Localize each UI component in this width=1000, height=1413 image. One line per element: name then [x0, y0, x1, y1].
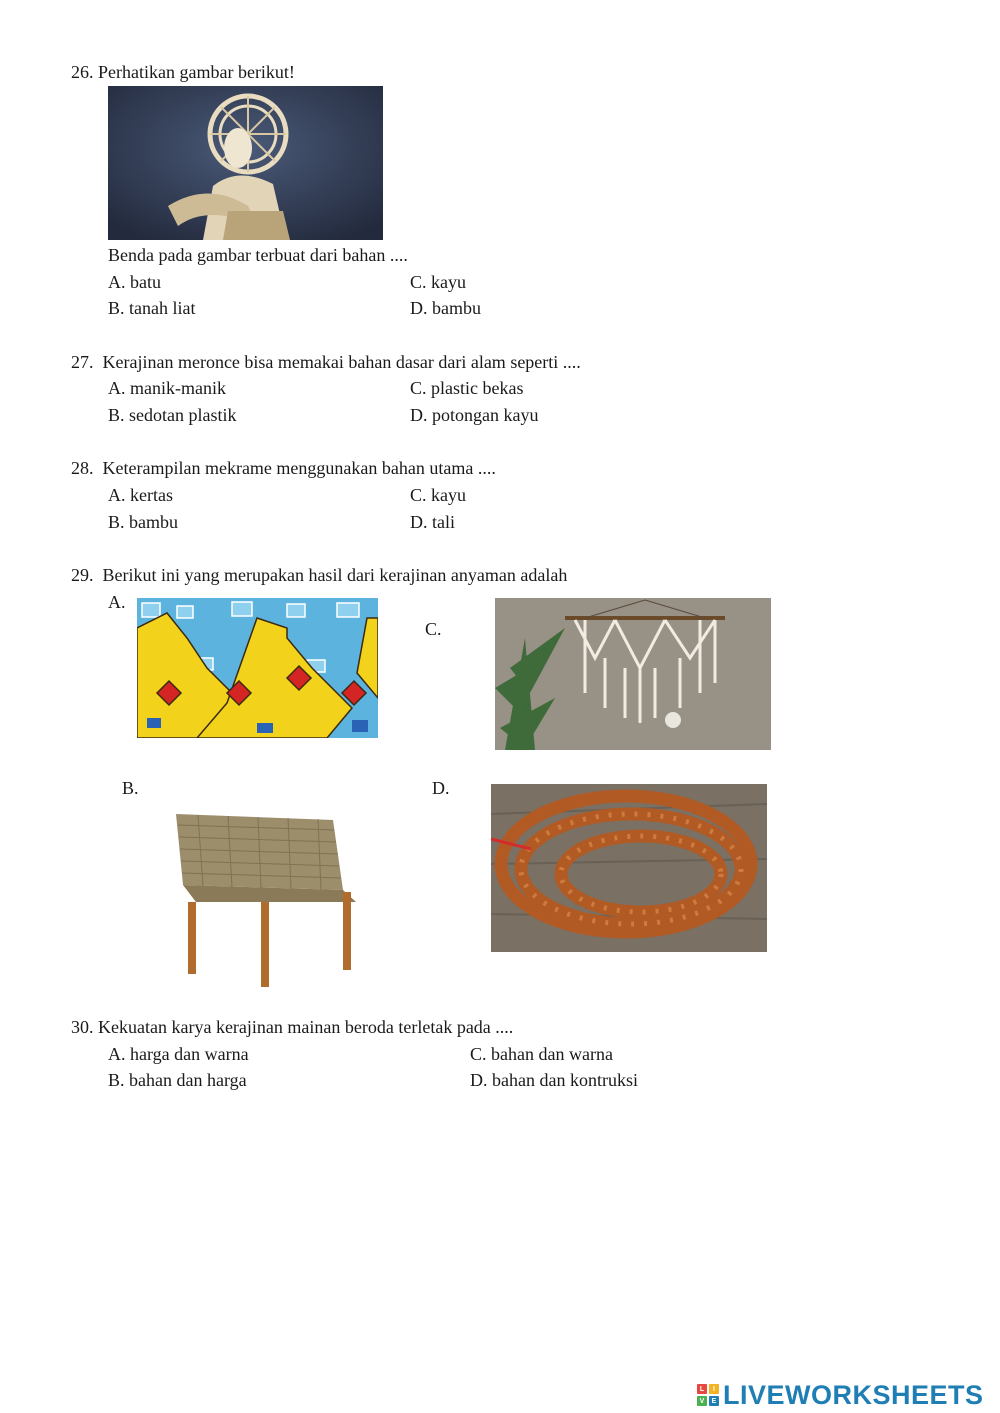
- question-29-prompt: [71, 564, 567, 586]
- question-26-option-d[interactable]: D. bambu: [410, 298, 481, 318]
- question-27-option-b[interactable]: B. sedotan plastik: [108, 405, 237, 425]
- brand-name: LIVEWORKSHEETS: [723, 1379, 984, 1410]
- question-number: 30.: [71, 1017, 94, 1037]
- question-26-stem: Benda pada gambar terbuat dari bahan ....: [108, 245, 408, 265]
- question-26-option-b[interactable]: B. tanah liat: [108, 298, 196, 318]
- question-27-option-a[interactable]: A. manik-manik: [108, 378, 226, 398]
- question-29-option-b-label[interactable]: B.: [122, 778, 139, 798]
- logo-letter: E: [709, 1396, 719, 1406]
- question-text: Berikut ini yang merupakan hasil dari kerajinan anyaman adalah: [102, 565, 568, 585]
- logo-letter: L: [697, 1384, 707, 1394]
- question-28-prompt: [71, 457, 496, 479]
- rudraksha-beads-image[interactable]: [491, 784, 767, 952]
- question-27-option-d[interactable]: D. potongan kayu: [410, 405, 539, 425]
- statue-image: [108, 86, 383, 240]
- question-number: 28.: [71, 458, 94, 478]
- question-number: 27.: [71, 352, 94, 372]
- question-30-prompt: [71, 1016, 513, 1038]
- question-28-option-a[interactable]: A. kertas: [108, 485, 173, 505]
- question-26-prompt: [71, 61, 295, 83]
- question-27-prompt: [71, 351, 581, 373]
- question-28-option-d[interactable]: D. tali: [410, 512, 455, 532]
- woven-chair-image[interactable]: [168, 810, 358, 988]
- logo-letter: V: [697, 1396, 707, 1406]
- question-28-option-b[interactable]: B. bambu: [108, 512, 178, 532]
- question-30-option-c[interactable]: C. bahan dan warna: [470, 1044, 613, 1064]
- question-number: 26.: [71, 62, 94, 82]
- question-26-option-a[interactable]: A. batu: [108, 272, 161, 292]
- question-28-option-c[interactable]: C. kayu: [410, 485, 466, 505]
- question-27-option-c[interactable]: C. plastic bekas: [410, 378, 524, 398]
- macrame-image[interactable]: [495, 598, 771, 750]
- question-text: Kekuatan karya kerajinan mainan beroda terletak pada ....: [98, 1017, 514, 1037]
- mosaic-image[interactable]: [137, 598, 378, 738]
- logo-grid-icon: [697, 1384, 719, 1406]
- question-number: 29.: [71, 565, 94, 585]
- question-30-option-d[interactable]: D. bahan dan kontruksi: [470, 1070, 638, 1090]
- question-29-option-a-label[interactable]: A.: [108, 592, 126, 612]
- question-29-option-d-label[interactable]: D.: [432, 778, 450, 798]
- question-text: Keterampilan mekrame menggunakan bahan utama ....: [102, 458, 496, 478]
- question-26-option-c[interactable]: C. kayu: [410, 272, 466, 292]
- question-30-option-b[interactable]: B. bahan dan harga: [108, 1070, 247, 1090]
- logo-letter: I: [709, 1384, 719, 1394]
- question-text: Kerajinan meronce bisa memakai bahan dasar dari alam seperti ....: [102, 352, 581, 372]
- question-29-option-c-label[interactable]: C.: [425, 619, 442, 639]
- liveworksheets-logo[interactable]: [697, 1378, 984, 1412]
- question-text: Perhatikan gambar berikut!: [98, 62, 295, 82]
- question-30-option-a[interactable]: A. harga dan warna: [108, 1044, 249, 1064]
